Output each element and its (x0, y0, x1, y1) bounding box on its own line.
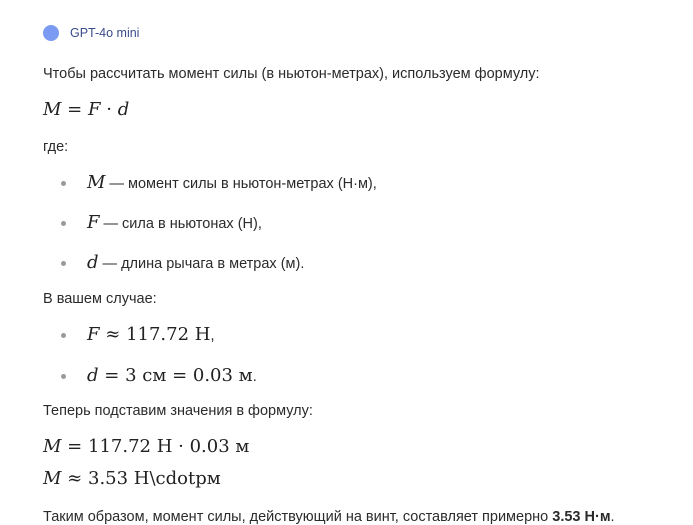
list-bullet (61, 181, 66, 186)
intro-text: Чтобы рассчитать момент силы (в ньютон-метрах), используем формулу: (43, 66, 540, 82)
list-item: M — момент силы в ньютон-метрах (Н·м), (87, 172, 377, 193)
model-name: GPT-4o mini (70, 26, 140, 40)
calculation-line: M = 117.72 Н · 0.03 м (43, 436, 250, 457)
case-label: В вашем случае: (43, 291, 157, 307)
result-line: M ≈ 3.53 Н\cdotpм (43, 468, 221, 489)
given-force: F ≈ 117.72 Н, (87, 324, 215, 345)
list-item: d — длина рычага в метрах (м). (87, 252, 305, 273)
conclusion-text: Таким образом, момент силы, действующий на винт, составляет примерно 3.53 Н·м. (43, 509, 615, 525)
model-avatar-icon (43, 25, 59, 41)
substitute-text: Теперь подставим значения в формулу: (43, 403, 313, 419)
result-value: 3.53 Н·м (552, 509, 611, 525)
formula: M = F · d (43, 99, 130, 120)
message-header (43, 25, 139, 41)
list-bullet (61, 333, 66, 338)
list-bullet (61, 374, 66, 379)
list-item: F — сила в ньютонах (Н), (87, 212, 262, 233)
list-bullet (61, 221, 66, 226)
given-distance: d = 3 см = 0.03 м. (87, 365, 257, 386)
list-bullet (61, 261, 66, 266)
where-label: где: (43, 139, 69, 155)
